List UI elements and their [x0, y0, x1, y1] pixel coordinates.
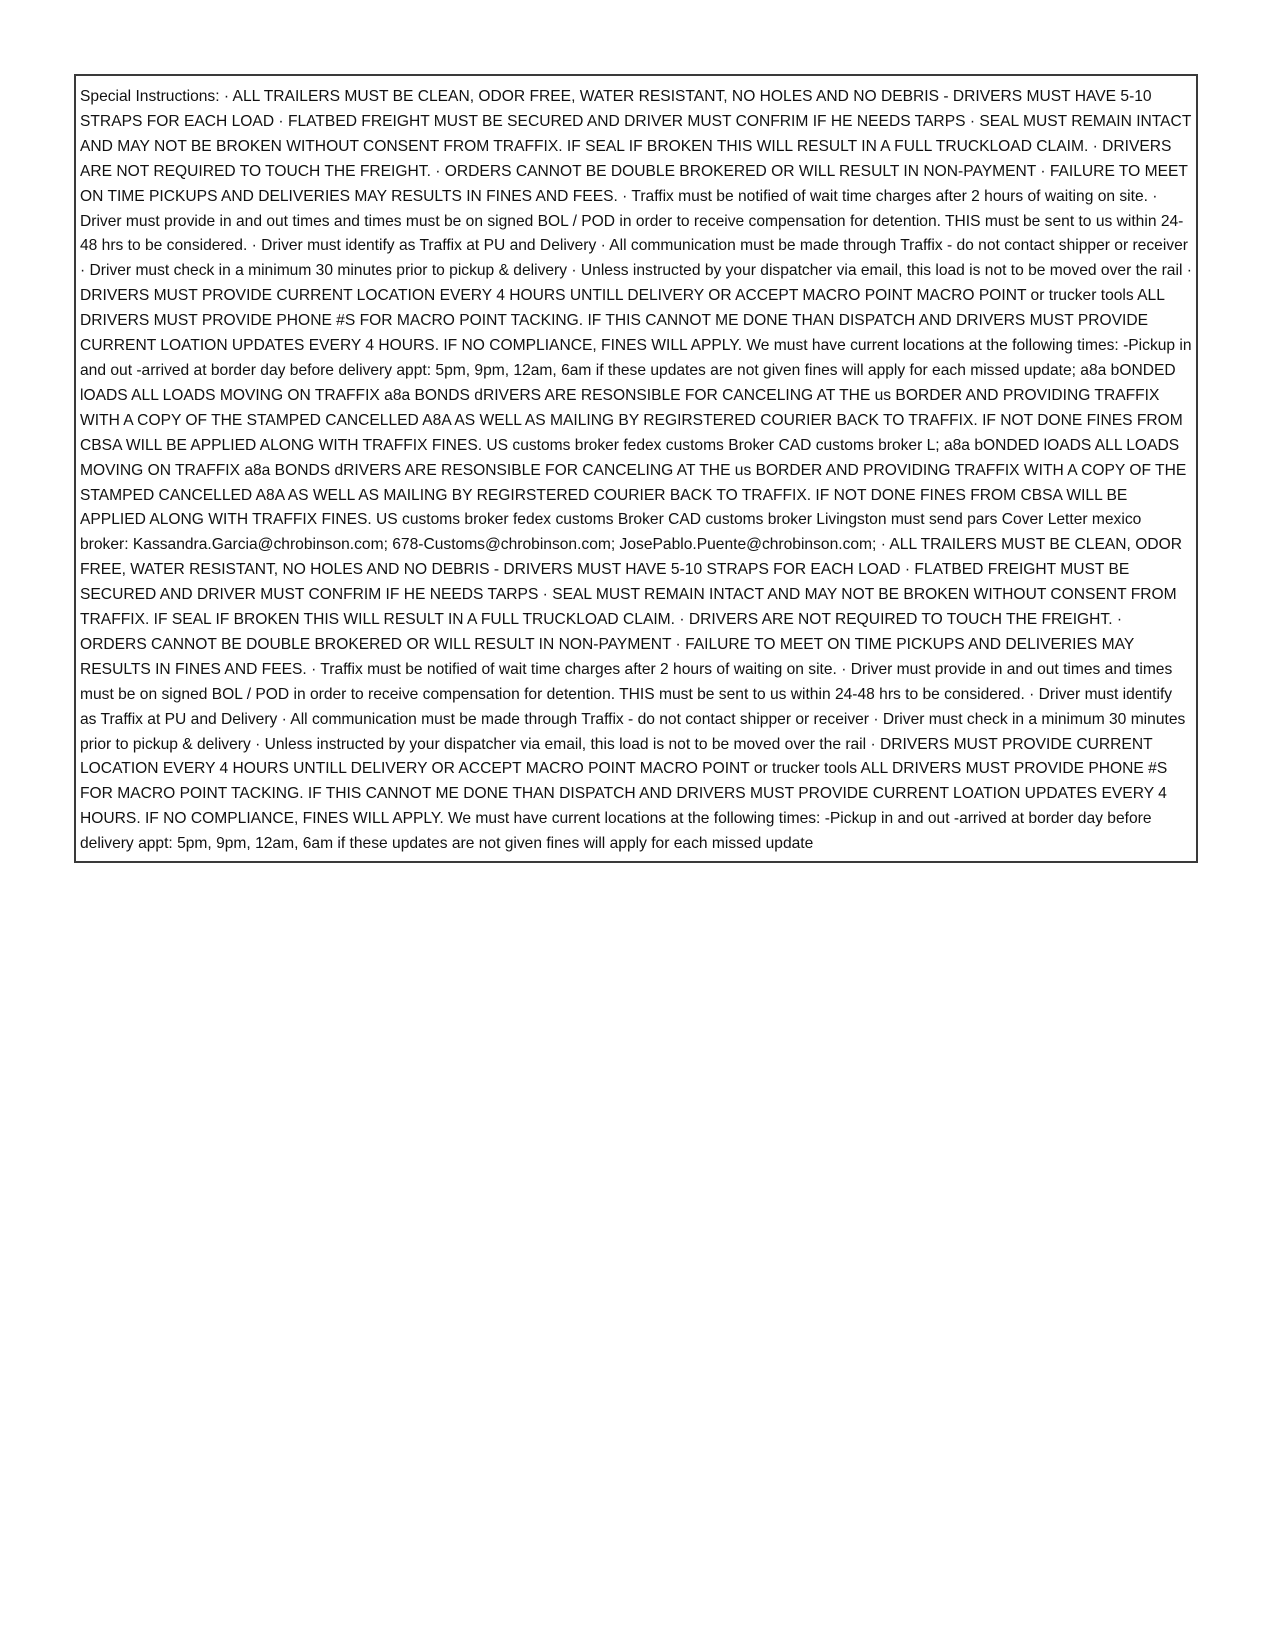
special-instructions-box: Special Instructions: · ALL TRAILERS MUST BE CLEAN, ODOR FREE, WATER RESISTANT, NO HOLES AND NO DEBRIS - DRIVERS MUST HAVE 5-10 STRAPS FOR EACH LOAD · FLATBED FREIGHT MUST BE SECURED AND DRIVER MUST CONFRIM IF HE NEEDS TARPS · SEAL MUST REMAIN INTACT AND MAY NOT BE BROKEN WITHOUT CONSENT FROM TRAFFIX. IF SEAL IF BROKEN THIS WILL RESULT IN A FULL TRUCKLOAD CLAIM. · DRIVERS ARE NOT REQUIRED TO TOUCH THE FREIGHT. · ORDERS CANNOT BE DOUBLE BROKERED OR WILL RESULT IN NON-PAYMENT · FAILURE TO MEET ON TIME PICKUPS AND DELIVERIES MAY RESULTS IN FINES AND FEES. · Traffix must be notified of wait time charges after 2 hours of waiting on site. · Driver must provide in and out times and times must be on signed BOL / POD in order to receive compensation for detention. THIS must be sent to us within 24-48 hrs to be considered. · Driver must identify as Traffix at PU and Delivery · All communication must be made through Traffix - do not contact shipper or receiver · Driver must check in a minimum 30 minutes prior to pickup & delivery · Unless instructed by your dispatcher via email, this load is not to be moved over the rail · DRIVERS MUST PROVIDE CURRENT LOCATION EVERY 4 HOURS UNTILL DELIVERY OR ACCEPT MACRO POINT MACRO POINT or trucker tools ALL DRIVERS MUST PROVIDE PHONE #S FOR MACRO POINT TACKING. IF THIS CANNOT ME DONE THAN DISPATCH AND DRIVERS MUST PROVIDE CURRENT LOATION UPDATES EVERY 4 HOURS. IF NO COMPLIANCE, FINES WILL APPLY. We must have current locations at the following times: -Pickup in and out -arrived at border day before delivery appt: 5pm, 9pm, 12am, 6am if these updates are not given fines will apply for each missed update; a8a bONDED lOADS ALL LOADS MOVING ON TRAFFIX a8a BONDS dRIVERS ARE RESONSIBLE FOR CANCELING AT THE us BORDER AND PROVIDING TRAFFIX WITH A COPY OF THE STAMPED CANCELLED A8A AS WELL AS MAILING BY REGIRSTERED COURIER BACK TO TRAFFIX. IF NOT DONE FINES FROM CBSA WILL BE APPLIED ALONG WITH TRAFFIX FINES. US customs broker fedex customs Broker CAD customs broker L; a8a bONDED lOADS ALL LOADS MOVING ON TRAFFIX a8a BONDS dRIVERS ARE RESONSIBLE FOR CANCELING AT THE us BORDER AND PROVIDING TRAFFIX WITH A COPY OF THE STAMPED CANCELLED A8A AS WELL AS MAILING BY REGIRSTERED COURIER BACK TO TRAFFIX. IF NOT DONE FINES FROM CBSA WILL BE APPLIED ALONG WITH TRAFFIX FINES. US customs broker fedex customs Broker CAD customs broker Livingston must send pars Cover Letter mexico broker: Kassandra.Garcia@chrobinson.com; 678-Customs@chrobinson.com; JosePablo.Puente@chrobinson.com; · ALL TRAILERS MUST BE CLEAN, ODOR FREE, WATER RESISTANT, NO HOLES AND NO DEBRIS - DRIVERS MUST HAVE 5-10 STRAPS FOR EACH LOAD · FLATBED FREIGHT MUST BE SECURED AND DRIVER MUST CONFRIM IF HE NEEDS TARPS · SEAL MUST REMAIN INTACT AND MAY NOT BE BROKEN WITHOUT CONSENT FROM TRAFFIX. IF SEAL IF BROKEN THIS WILL RESULT IN A FULL TRUCKLOAD CLAIM. · DRIVERS ARE NOT REQUIRED TO TOUCH THE FREIGHT. · ORDERS CANNOT BE DOUBLE BROKERED OR WILL RESULT IN NON-PAYMENT · FAILURE TO MEET ON TIME PICKUPS AND DELIVERIES MAY RESULTS IN FINES AND FEES. · Traffix must be notified of wait time charges after 2 hours of waiting on site. · Driver must provide in and out times and times must be on signed BOL / POD in order to receive compensation for detention. THIS must be sent to us within 24-48 hrs to be considered. · Driver must identify as Traffix at PU and Delivery · All communication must be made through Traffix - do not contact shipper or receiver · Driver must check in a minimum 30 minutes prior to pickup & delivery · Unless instructed by your dispatcher via email, this load is not to be moved over the rail · DRIVERS MUST PROVIDE CURRENT LOCATION EVERY 4 HOURS UNTILL DELIVERY OR ACCEPT MACRO POINT MACRO POINT or trucker tools ALL DRIVERS MUST PROVIDE PHONE #S FOR MACRO POINT TACKING. IF THIS CANNOT ME DONE THAN DISPATCH AND DRIVERS MUST PROVIDE CURRENT LOATION UPDATES EVERY 4 HOURS. IF NO COMPLIANCE, FINES WILL APPLY. We must have current locations at the following times: -Pickup in and out -arrived at border day before delivery appt: 5pm, 9pm, 12am, 6am if these updates are not given fines will apply for each missed update	[74, 74, 1198, 863]
